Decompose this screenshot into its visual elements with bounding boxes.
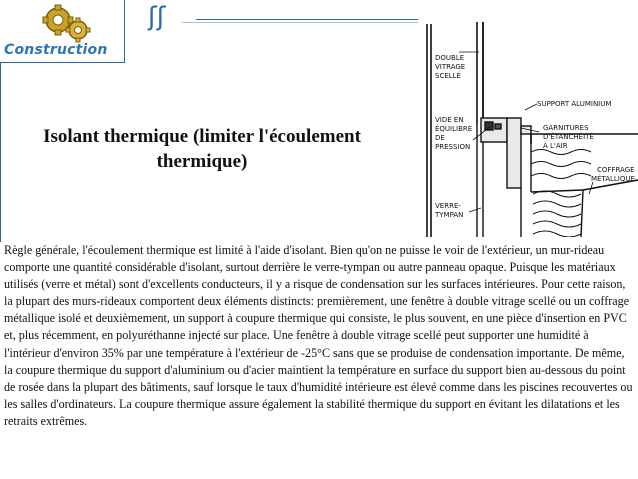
header-rule-light: [182, 22, 418, 23]
label-vide-2: ÉQUILIBRE: [435, 125, 473, 133]
curtain-wall-diagram: [421, 22, 638, 237]
diagram-svg: [421, 22, 638, 237]
logo: [0, 0, 125, 63]
label-vide-4: PRESSION: [435, 143, 471, 151]
label-double-3: SCELLÉ: [435, 72, 461, 80]
label-verre-2: TYMPAN: [435, 211, 464, 219]
left-rule: [0, 62, 1, 242]
label-garnitures-3: À L'AIR: [543, 142, 568, 150]
gears-icon: [36, 4, 96, 44]
logo-text: Construction: [4, 42, 108, 58]
body-paragraph: Règle générale, l'écoulement thermique est limité à l'aide d'isolant. Bien qu'on ne puisse le voir de l'extérieur, un mur-rideau comporte une quantité considérable d'isolant, surtout derrière le verre-tympan ou autre panneau opaque. Puisque les matériaux utilisés (verre et métal) sont d'excellents conducteurs, il y a risque de condensation sur les surfaces intérieures. Pour cette raison, la plupart des murs-rideaux comportent deux éléments distincts: premièrement, une fenêtre à double vitrage scellé ou un coffrage métallique isolé et deuxièmement, un support à coupure thermique qui consiste, le plus souvent, en une pièce d'insertion en PVC et, plus récemment, en polyuréthanne injecté sur place. Une fenêtre à double vitrage scellé peut supporter une humidité à l'intérieur d'environ 35% par une température à l'extérieur de -25°C sans que se produise de condensation importante. De même, la coupure thermique du support d'aluminium ou d'acier maintient la température en surface du support bien au-dessous du point de rosée dans la plupart des bâtiments, sauf lorsque le taux d'humidité intérieure est élevé comme dans les piscines recouvertes ou les salles d'ordinateurs. La coupure thermique assure également la stabilité thermique du support en évitant les dilatations et les retraits extrêmes.: [4, 243, 633, 428]
label-coffrage-2: MÉTALLIQUE: [591, 175, 635, 183]
brace-ornament-icon: ʃʃ: [148, 2, 166, 32]
slide-title: Isolant thermique (limiter l'écoulement thermique): [43, 126, 361, 172]
label-garnitures-1: GARNITURES: [543, 124, 589, 132]
label-support: SUPPORT ALUMINIUM: [537, 100, 612, 108]
label-garnitures-2: D'ÉTANCHÉITÉ: [543, 133, 594, 141]
label-vide-3: DE: [435, 134, 445, 142]
label-vide-1: VIDE EN: [435, 116, 464, 124]
label-double-2: VITRAGE: [435, 63, 466, 71]
label-verre-1: VERRE-: [435, 202, 461, 210]
label-double-1: DOUBLE: [435, 54, 465, 62]
header-rule: [196, 19, 418, 20]
label-coffrage-1: COFFRAGE: [597, 166, 635, 174]
